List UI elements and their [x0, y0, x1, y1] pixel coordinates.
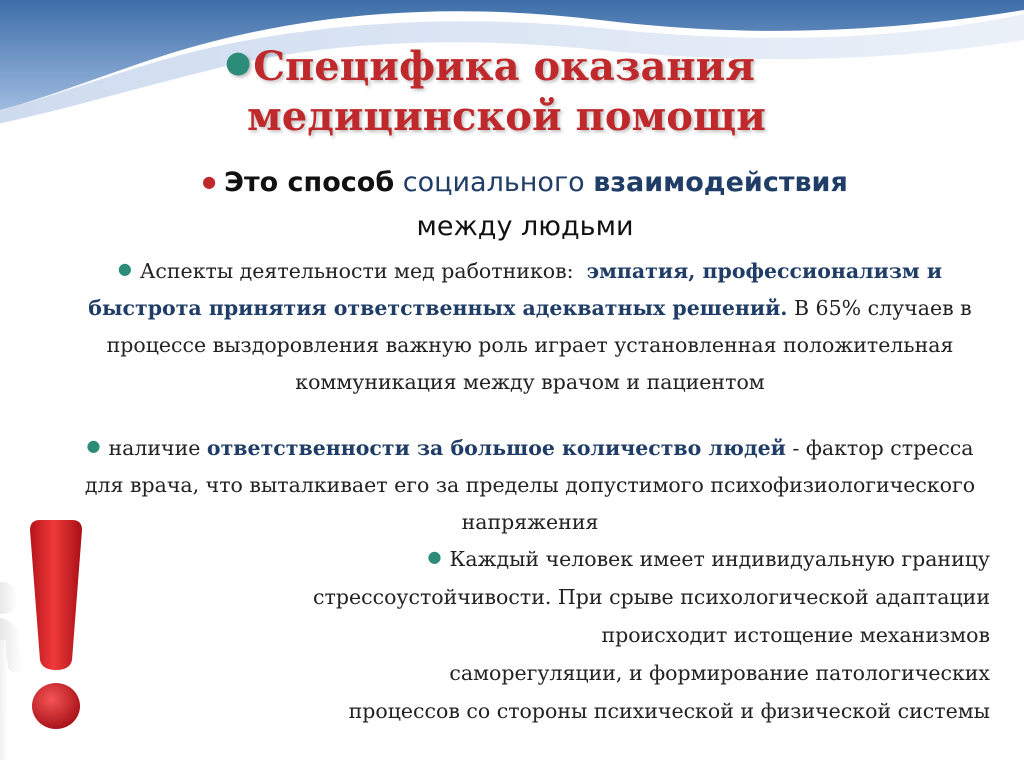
subtitle-part-1: Это способ [224, 167, 395, 198]
subtitle-part-2: социального [402, 167, 585, 198]
person-figure-icon [0, 582, 22, 760]
paragraph-stress [150, 538, 990, 730]
paragraph-responsibility [80, 427, 980, 541]
p3-line-5: процессов со стороны психической и физической системы [348, 699, 990, 723]
subtitle-part-3: взаимодействия [593, 167, 848, 198]
p3-line-2: стрессоустойчивости. При срыве психологической адаптации [313, 585, 990, 609]
exclamation-illustration [0, 490, 160, 767]
p1-intro: Аспекты деятельности мед работников: [139, 259, 574, 283]
title-line-1: Специфика оказания [253, 43, 755, 90]
subtitle [105, 160, 945, 249]
title-line-2: медицинской помощи [247, 93, 766, 140]
p1-rest: В 65% случаев в процессе выздоровления важную роль играет установленная положительная коммуникация между врачом и пациентом [106, 296, 972, 394]
bullet-icon: ● [202, 172, 217, 191]
p2-highlight: ответственности за большое количество людей [206, 436, 786, 460]
bullet-icon: ● [427, 547, 442, 566]
p3-line-3: происходит истощение механизмов [601, 623, 990, 647]
title-bullet-icon: ● [225, 45, 252, 80]
bullet-icon: ● [117, 259, 132, 278]
p2-rest: - фактор стресса для врача, что выталкивает его за пределы допустимого психофизиологического напряжения [84, 436, 976, 534]
bullet-icon: ● [86, 436, 101, 455]
exclamation-icon [30, 520, 82, 729]
paragraph-aspects [80, 250, 980, 401]
p3-line-1-text: Каждый человек имеет индивидуальную границу [449, 547, 990, 571]
subtitle-part-4: между людьми [416, 211, 634, 242]
slide-title [225, 38, 845, 142]
p2-intro: наличие [108, 436, 201, 460]
p1-highlight: эмпатия, профессионализм и быстрота принятия ответственных адекватных решений. [88, 259, 943, 320]
p3-line-1 [150, 538, 990, 578]
p3-line-4: саморегуляции, и формирование патологических [449, 661, 990, 685]
